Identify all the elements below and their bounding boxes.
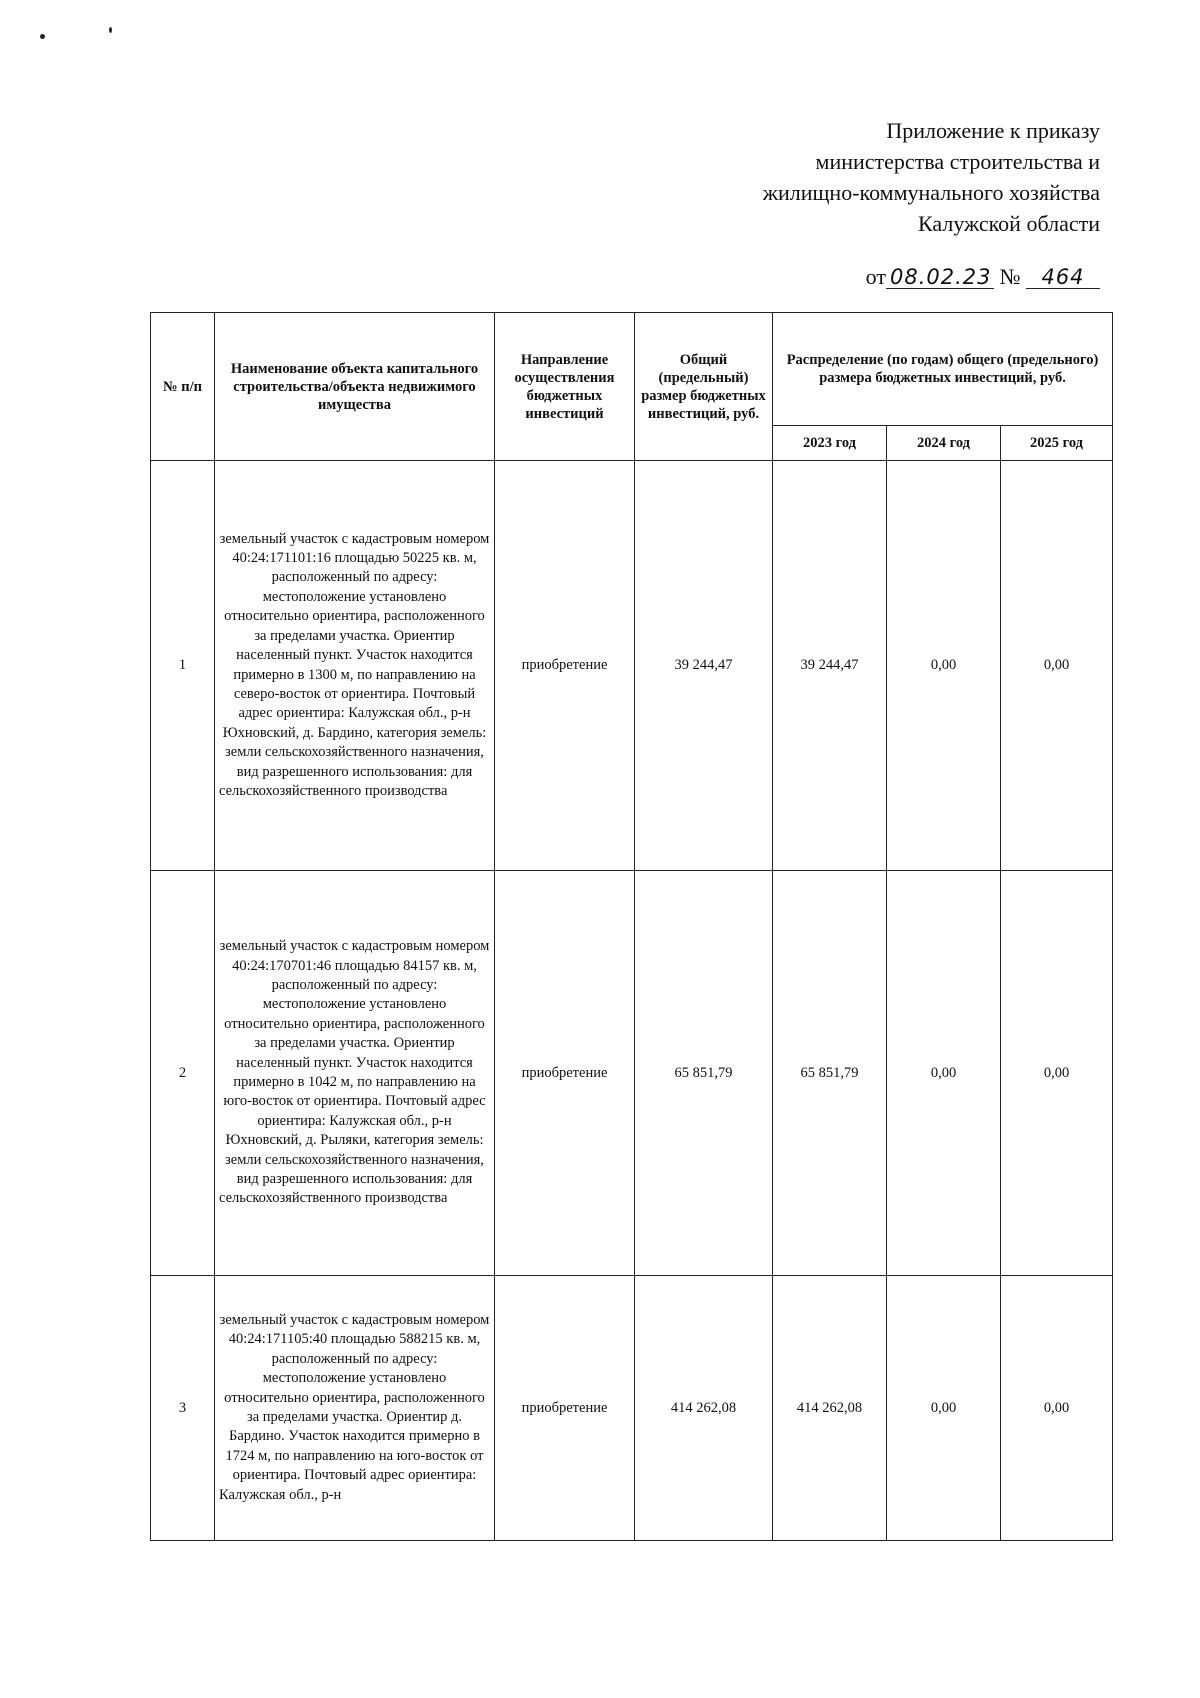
row-direction: приобретение	[495, 1276, 635, 1541]
col-header-2024: 2024 год	[887, 426, 1001, 461]
col-header-2023: 2023 год	[773, 426, 887, 461]
row-direction: приобретение	[495, 871, 635, 1276]
row-2024: 0,00	[887, 461, 1001, 871]
handwritten-date: 08.02.23	[886, 266, 994, 289]
row-2023: 414 262,08	[773, 1276, 887, 1541]
scan-speck	[109, 27, 112, 33]
order-reference	[540, 261, 1100, 292]
row-2025: 0,00	[1001, 871, 1113, 1276]
row-total: 39 244,47	[635, 461, 773, 871]
row-object-name: земельный участок с кадастровым номером 40:24:171105:40 площадью 588215 кв. м, расположенный по адресу: местоположение установлено относительно ориентира, расположенного за пределами участка. Ориентир д. Бардино. Участок находится примерно в 1724 м, по направлению на юго-восток от ориентира. Почтовый адрес ориентира: Калужская обл., р-н	[215, 1276, 495, 1541]
row-2023: 65 851,79	[773, 871, 887, 1276]
table-row	[151, 871, 1113, 1276]
row-total: 414 262,08	[635, 1276, 773, 1541]
investment-table	[150, 312, 1113, 1541]
col-header-total: Общий (предельный) размер бюджетных инвестиций, руб.	[635, 313, 773, 461]
col-header-name: Наименование объекта капитального строительства/объекта недвижимого имущества	[215, 313, 495, 461]
row-num: 1	[151, 461, 215, 871]
row-num: 3	[151, 1276, 215, 1541]
header-line-1: Приложение к приказу	[886, 118, 1100, 143]
col-header-num: № п/п	[151, 313, 215, 461]
row-object-name: земельный участок с кадастровым номером 40:24:170701:46 площадью 84157 кв. м, расположенный по адресу: местоположение установлено относительно ориентира, расположенного за пределами участка. Ориентир населенный пункт. Участок находится примерно в 1042 м, по направлению на юго-восток от ориентира. Почтовый адрес ориентира: Калужская обл., р-н Юхновский, д. Рыляки, категория земель: земли сельскохозяйственного назначения, вид разрешенного использования: для сельскохозяйственного производства	[215, 871, 495, 1276]
header-line-4: Калужской области	[918, 211, 1100, 236]
document-header	[540, 115, 1100, 292]
row-2025: 0,00	[1001, 461, 1113, 871]
col-header-direction: Направление осуществления бюджетных инвестиций	[495, 313, 635, 461]
row-total: 65 851,79	[635, 871, 773, 1276]
table-row	[151, 1276, 1113, 1541]
table-row	[151, 461, 1113, 871]
row-object-name: земельный участок с кадастровым номером 40:24:171101:16 площадью 50225 кв. м, расположенный по адресу: местоположение установлено относительно ориентира, расположенного за пределами участка. Ориентир населенный пункт. Участок находится примерно в 1300 м, по направлению на северо-восток от ориентира. Почтовый адрес ориентира: Калужская обл., р-н Юхновский, д. Бардино, категория земель: земли сельскохозяйственного назначения, вид разрешенного использования: для сельскохозяйственного производства	[215, 461, 495, 871]
num-label: №	[999, 264, 1021, 289]
handwritten-number: 464	[1026, 266, 1100, 289]
ot-label: от	[865, 264, 886, 289]
row-2024: 0,00	[887, 871, 1001, 1276]
col-header-2025: 2025 год	[1001, 426, 1113, 461]
row-2023: 39 244,47	[773, 461, 887, 871]
row-num: 2	[151, 871, 215, 1276]
col-header-distribution: Распределение (по годам) общего (предельного) размера бюджетных инвестиций, руб.	[773, 313, 1113, 426]
row-direction: приобретение	[495, 461, 635, 871]
header-line-3: жилищно-коммунального хозяйства	[762, 180, 1100, 205]
row-2024: 0,00	[887, 1276, 1001, 1541]
scan-speck	[40, 34, 45, 39]
row-2025: 0,00	[1001, 1276, 1113, 1541]
header-line-2: министерства строительства и	[815, 149, 1100, 174]
